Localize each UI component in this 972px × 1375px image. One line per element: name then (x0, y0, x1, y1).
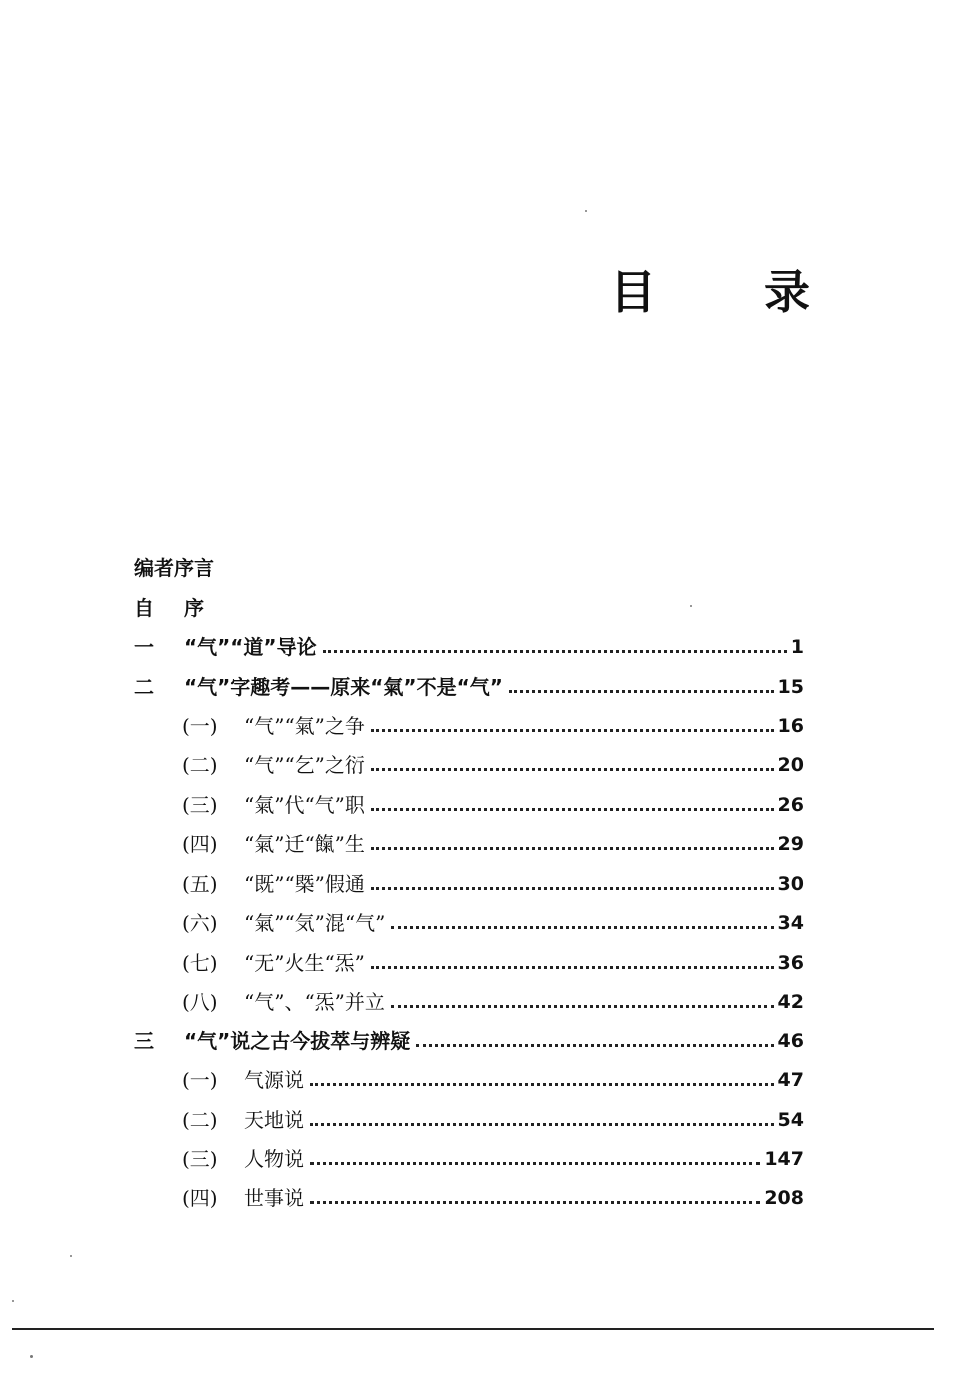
toc-entry-chapter-1[interactable] (134, 627, 804, 667)
toc-entry-page: 46 (777, 1030, 804, 1052)
toc-entry-label: “氣”代“气”职 (244, 793, 365, 817)
toc-entry-section-2-1[interactable] (182, 706, 804, 746)
toc-entry-page: 42 (777, 991, 804, 1013)
scan-speck (30, 1355, 33, 1358)
dot-leader (371, 966, 774, 969)
toc-entry-label: “氣”迁“餼”生 (244, 832, 365, 856)
toc-entry-section-3-2[interactable] (182, 1100, 804, 1140)
toc-entry-section-2-6[interactable] (182, 903, 804, 943)
toc-entry-chapter-3[interactable] (134, 1021, 804, 1061)
dot-leader (310, 1201, 760, 1204)
toc-entry-number: 二 (134, 675, 154, 699)
toc-entry-page: 30 (777, 873, 804, 895)
toc-entry-label: “气”、“炁”并立 (244, 990, 385, 1014)
title-char-1: 目 (610, 265, 656, 319)
page-title (610, 256, 810, 322)
dot-leader (371, 768, 774, 771)
scan-speck (690, 605, 692, 607)
scan-speck (70, 1255, 72, 1257)
toc-entry-number: (六) (182, 911, 218, 935)
toc-entry-preface-author[interactable] (134, 588, 804, 628)
toc-entry-page: 54 (777, 1109, 804, 1131)
toc-entry-preface-editor[interactable] (134, 548, 804, 588)
toc-entry-page: 36 (777, 952, 804, 974)
toc-entry-label: 编者序言 (134, 556, 214, 580)
toc-entry-number: 一 (134, 635, 154, 659)
toc-entry-number: (二) (182, 753, 218, 777)
toc-entry-section-2-5[interactable] (182, 864, 804, 904)
toc-entry-number: 三 (134, 1029, 154, 1053)
toc-entry-label: 天地说 (244, 1108, 304, 1132)
toc-entry-section-2-2[interactable] (182, 745, 804, 785)
dot-leader (310, 1162, 760, 1165)
toc-entry-number: (三) (182, 1147, 218, 1171)
toc-entry-number: (一) (182, 714, 218, 738)
toc-entry-page: 20 (777, 754, 804, 776)
dot-leader (323, 650, 787, 653)
toc-entry-section-3-1[interactable] (182, 1060, 804, 1100)
toc-entry-label: “气”“氣”之争 (244, 714, 365, 738)
scan-speck (12, 1300, 14, 1302)
dot-leader (391, 1005, 774, 1008)
dot-leader (310, 1083, 774, 1086)
dot-leader (416, 1044, 773, 1047)
toc-entry-label: 人物说 (244, 1147, 304, 1171)
toc-entry-number: 自 (134, 596, 154, 620)
dot-leader (509, 690, 774, 693)
dot-leader (371, 729, 774, 732)
toc-entry-label: 世事说 (244, 1186, 304, 1210)
toc-entry-section-2-7[interactable] (182, 943, 804, 983)
toc-entry-label: “气”“道”导论 (184, 635, 317, 659)
dot-leader (371, 887, 774, 890)
toc-entry-page: 15 (777, 676, 804, 698)
toc-entry-label: “气”字趣考——原来“氣”不是“气” (184, 675, 503, 699)
toc-entry-section-3-3[interactable] (182, 1139, 804, 1179)
toc-entry-label: “气”说之古今拔萃与辨疑 (184, 1029, 411, 1053)
toc-entry-number: (一) (182, 1068, 218, 1092)
toc-entry-page: 34 (777, 912, 804, 934)
toc-entry-section-2-4[interactable] (182, 824, 804, 864)
toc-entry-label: “氣”“気”混“气” (244, 911, 386, 935)
toc-entry-page: 16 (777, 715, 804, 737)
toc-entry-number: (四) (182, 1186, 218, 1210)
toc-entry-label: “既”“槩”假通 (244, 872, 365, 896)
dot-leader (391, 926, 773, 929)
dot-leader (371, 808, 774, 811)
toc-entry-page: 208 (764, 1187, 804, 1209)
toc-entry-label: 序 (184, 596, 204, 620)
toc-entry-number: (五) (182, 872, 218, 896)
dot-leader (371, 847, 774, 850)
title-char-2: 录 (764, 265, 810, 319)
toc-entry-section-2-8[interactable] (182, 982, 804, 1022)
toc-entry-chapter-2[interactable] (134, 667, 804, 707)
toc-entry-number: (八) (182, 990, 218, 1014)
toc-entry-page: 1 (790, 636, 804, 658)
toc-entry-page: 29 (777, 833, 804, 855)
toc-entry-label: “无”火生“炁” (244, 951, 365, 975)
bottom-rule (12, 1328, 934, 1330)
dot-leader (310, 1123, 774, 1126)
toc-entry-label: “气”“乞”之衍 (244, 753, 365, 777)
toc-entry-label: 气源说 (244, 1068, 304, 1092)
scan-speck (585, 210, 587, 212)
toc-entry-page: 26 (777, 794, 804, 816)
toc-entry-page: 47 (777, 1069, 804, 1091)
toc-entry-number: (四) (182, 832, 218, 856)
toc-entry-number: (二) (182, 1108, 218, 1132)
toc-entry-section-2-3[interactable] (182, 785, 804, 825)
toc-entry-number: (三) (182, 793, 218, 817)
toc-entry-section-3-4[interactable] (182, 1178, 804, 1218)
toc-entry-page: 147 (764, 1148, 804, 1170)
toc-entry-number: (七) (182, 951, 218, 975)
